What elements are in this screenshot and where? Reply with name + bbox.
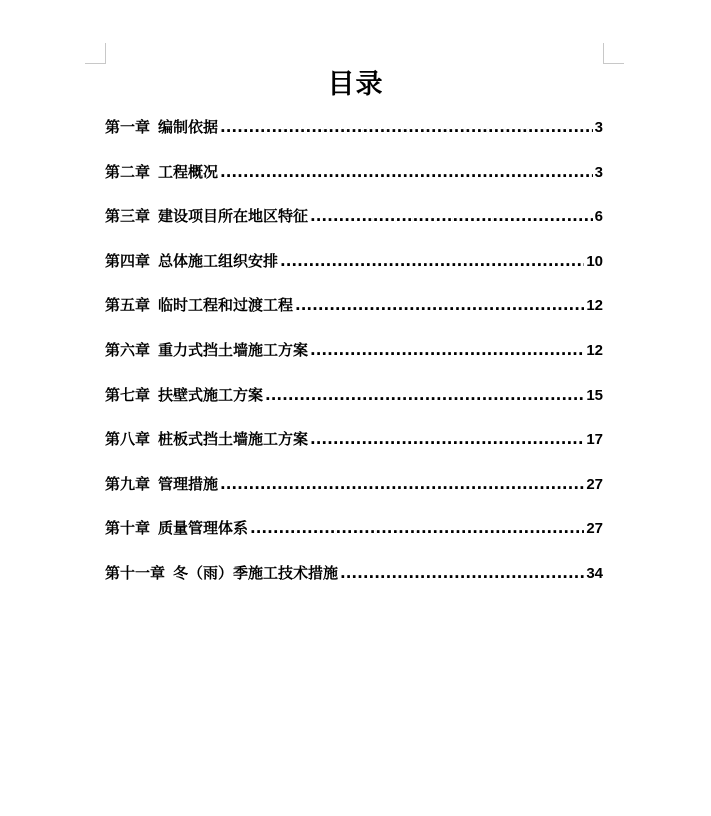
toc-page-number: 34 <box>586 564 603 582</box>
table-of-contents <box>105 113 603 604</box>
toc-chapter-title: 编制依据 <box>158 118 219 136</box>
toc-page-number: 17 <box>586 431 603 449</box>
toc-page-number: 12 <box>586 341 603 359</box>
toc-chapter-number: 第八章 <box>105 430 151 449</box>
toc-dot-leader <box>220 158 593 186</box>
toc-chapter-number: 第六章 <box>105 340 151 359</box>
toc-entry[interactable] <box>105 113 603 158</box>
toc-chapter-number: 第十一章 <box>105 563 166 582</box>
toc-chapter-title: 重力式挡土墙施工方案 <box>158 340 309 359</box>
toc-entry[interactable] <box>105 514 603 559</box>
toc-chapter-number: 第三章 <box>105 207 151 226</box>
toc-chapter-title: 管理措施 <box>158 474 219 493</box>
toc-chapter-title: 工程概况 <box>158 162 219 181</box>
toc-page-number: 10 <box>586 252 603 270</box>
crop-mark-top-right <box>603 43 624 64</box>
toc-dot-leader <box>250 514 584 542</box>
toc-chapter-number: 第九章 <box>105 474 151 493</box>
toc-dot-leader <box>340 559 584 587</box>
toc-page-number: 27 <box>586 475 603 493</box>
toc-page-number: 3 <box>594 119 603 136</box>
toc-chapter-number: 第七章 <box>105 385 151 404</box>
toc-chapter-number: 第十章 <box>105 519 151 538</box>
toc-dot-leader <box>310 425 584 453</box>
toc-chapter-number: 第四章 <box>105 251 151 270</box>
toc-title: 目录 <box>327 69 384 100</box>
toc-dot-leader <box>310 336 584 364</box>
toc-dot-leader <box>310 202 593 230</box>
toc-entry[interactable] <box>105 336 603 381</box>
toc-dot-leader <box>220 470 584 498</box>
toc-chapter-number: 第五章 <box>105 296 151 315</box>
toc-chapter-title: 临时工程和过渡工程 <box>158 296 294 315</box>
toc-entry[interactable] <box>105 291 603 336</box>
toc-page-number: 6 <box>594 208 603 226</box>
toc-chapter-number: 第一章 <box>105 118 151 136</box>
toc-entry[interactable] <box>105 158 603 203</box>
toc-page-number: 27 <box>586 520 603 538</box>
crop-mark-top-left <box>85 43 106 64</box>
toc-page-number: 15 <box>586 386 603 404</box>
toc-entry[interactable] <box>105 470 603 515</box>
toc-page-number: 3 <box>594 163 603 181</box>
toc-chapter-number: 第二章 <box>105 162 151 181</box>
toc-entry[interactable] <box>105 247 603 292</box>
toc-entry[interactable] <box>105 381 603 426</box>
toc-entry[interactable] <box>105 559 603 604</box>
toc-dot-leader <box>220 113 593 141</box>
toc-page-number: 12 <box>586 297 603 315</box>
toc-dot-leader <box>280 247 584 275</box>
toc-entry[interactable] <box>105 425 603 470</box>
toc-chapter-title: 质量管理体系 <box>158 519 249 538</box>
toc-chapter-title: 扶壁式施工方案 <box>158 385 264 404</box>
toc-chapter-title: 总体施工组织安排 <box>158 251 279 270</box>
toc-chapter-title: 冬（雨）季施工技术措施 <box>173 563 339 582</box>
toc-dot-leader <box>295 291 584 319</box>
toc-chapter-title: 建设项目所在地区特征 <box>158 207 309 226</box>
toc-dot-leader <box>265 381 584 409</box>
toc-entry[interactable] <box>105 202 603 247</box>
toc-chapter-title: 桩板式挡土墙施工方案 <box>158 430 309 449</box>
